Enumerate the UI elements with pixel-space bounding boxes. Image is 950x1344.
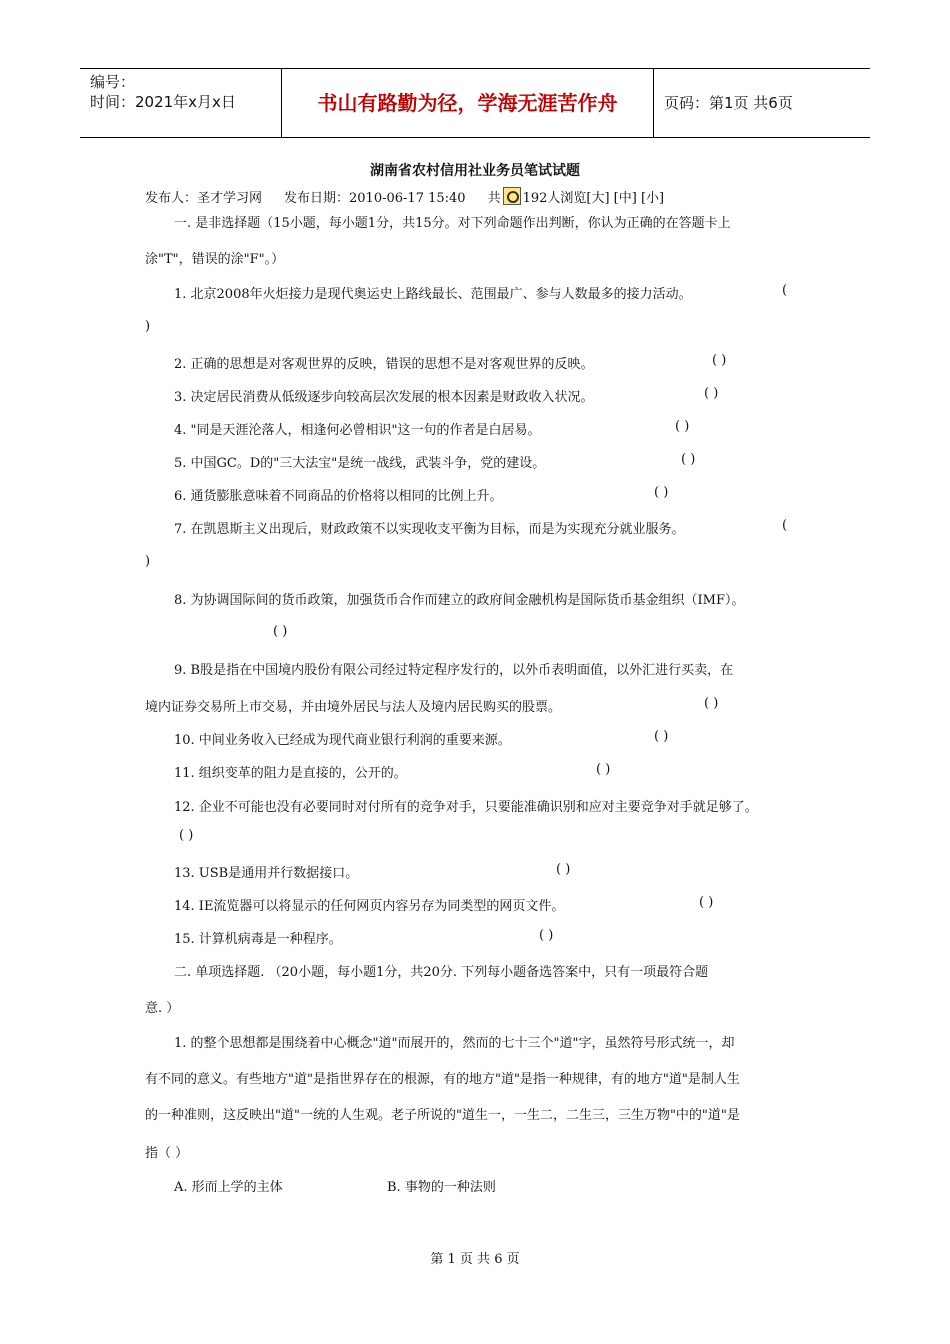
- answer-paren-open: (: [782, 283, 788, 298]
- publish-meta: [145, 187, 664, 206]
- header-left-cell: [80, 69, 282, 137]
- question-3: 3. 决定居民消费从低级逐步向较高层次发展的根本因素是财政收入状况。: [174, 390, 594, 405]
- header-table: [80, 68, 870, 138]
- answer-blank: ( ): [654, 485, 669, 500]
- answer-paren-close: ): [145, 554, 151, 569]
- page-footer: 第 1 页 共 6 页: [430, 1252, 520, 1267]
- views-icon: [503, 187, 521, 205]
- publish-date: 发布日期：2010-06-17 15:40: [284, 191, 466, 206]
- mc-question-1-line3: 的一种准则，这反映出"道"一统的人生观。老子所说的"道生一，一生二，二生三，三生万物"中的"道"是: [145, 1108, 740, 1123]
- answer-paren-close: ): [145, 319, 151, 334]
- question-5: 5. 中国GC。D的"三大法宝"是统一战线，武装斗争，党的建设。: [174, 456, 546, 471]
- answer-blank: ( ): [596, 762, 611, 777]
- answer-blank: ( ): [704, 386, 719, 401]
- publisher: 发布人：圣才学习网: [145, 191, 263, 206]
- section-2-intro: 二. 单项选择题. （20小题，每小题1分，共20分. 下列每小题备选答案中，只有一项最符合题: [174, 965, 709, 980]
- question-4: 4. "同是天涯沦落人，相逢何必曾相识"这一句的作者是白居易。: [174, 423, 541, 438]
- option-a: A. 形而上学的主体: [174, 1180, 283, 1195]
- question-1: 1. 北京2008年火炬接力是现代奥运史上路线最长、范围最广、参与人数最多的接力活动。: [174, 287, 692, 302]
- question-8: 8. 为协调国际间的货币政策，加强货币合作而建立的政府间金融机构是国际货币基金组织（IMF）。: [174, 593, 745, 608]
- answer-blank: ( ): [675, 419, 690, 434]
- answer-blank: ( ): [681, 452, 696, 467]
- mc-question-1-line2: 有不同的意义。有些地方"道"是指世界存在的根源，有的地方"道"是指一种规律，有的地方"道"是制人生: [145, 1072, 740, 1087]
- views-prefix: 共: [487, 191, 501, 206]
- section-2-intro-cont: 意. ）: [145, 1001, 180, 1016]
- question-2: 2. 正确的思想是对客观世界的反映，错误的思想不是对客观世界的反映。: [174, 357, 594, 372]
- answer-blank: ( ): [179, 828, 194, 843]
- answer-blank: ( ): [556, 862, 571, 877]
- answer-blank: ( ): [712, 353, 727, 368]
- document-title: 湖南省农村信用社业务员笔试试题: [370, 163, 580, 179]
- answer-blank: ( ): [654, 729, 669, 744]
- time-label: 时间：2021年x月x日: [90, 93, 236, 111]
- question-9: 9. B股是指在中国境内股份有限公司经过特定程序发行的，以外币表明面值，以外汇进行买卖，在: [174, 663, 734, 678]
- section-1-intro: 一. 是非选择题（15小题，每小题1分，共15分。对下列命题作出判断，你认为正确的在答题卡上: [174, 216, 731, 231]
- section-1-intro-cont: 涂"T"，错误的涂"F"。）: [145, 252, 285, 267]
- question-6: 6. 通货膨胀意味着不同商品的价格将以相同的比例上升。: [174, 489, 503, 504]
- page-label: 页码：第1页 共6页: [664, 94, 793, 112]
- answer-blank: ( ): [699, 895, 714, 910]
- question-11: 11. 组织变革的阻力是直接的，公开的。: [174, 766, 407, 781]
- question-9-cont: 境内证券交易所上市交易，并由境外居民与法人及境内居民购买的股票。: [145, 700, 562, 715]
- answer-blank: ( ): [704, 696, 719, 711]
- answer-blank: ( ): [273, 624, 288, 639]
- option-b: B. 事物的一种法则: [387, 1180, 496, 1195]
- question-10: 10. 中间业务收入已经成为现代商业银行利润的重要来源。: [174, 733, 511, 748]
- motto: 书山有路勤为径，学海无涯苦作舟: [282, 69, 654, 137]
- question-12: 12. 企业不可能也没有必要同时对付所有的竞争对手，只要能准确识别和应对主要竞争对手就足够了。: [174, 800, 758, 815]
- question-15: 15. 计算机病毒是一种程序。: [174, 932, 342, 947]
- question-13: 13. USB是通用并行数据接口。: [174, 866, 359, 881]
- question-14: 14. IE流览器可以将显示的任何网页内容另存为同类型的网页文件。: [174, 899, 565, 914]
- code-label: 编号：: [90, 73, 136, 91]
- mc-question-1: 1. 的整个思想都是围绕着中心概念"道"而展开的，然而的七十三个"道"字，虽然符号形式统一，却: [174, 1036, 735, 1051]
- question-7: 7. 在凯恩斯主义出现后，财政政策不以实现收支平衡为目标，而是为实现充分就业服务。: [174, 522, 685, 537]
- mc-question-1-line4: 指（ ）: [145, 1146, 189, 1161]
- answer-blank: ( ): [539, 928, 554, 943]
- answer-paren-open: (: [782, 518, 788, 533]
- views-count[interactable]: 192人浏览[大] [中] [小]: [522, 191, 665, 206]
